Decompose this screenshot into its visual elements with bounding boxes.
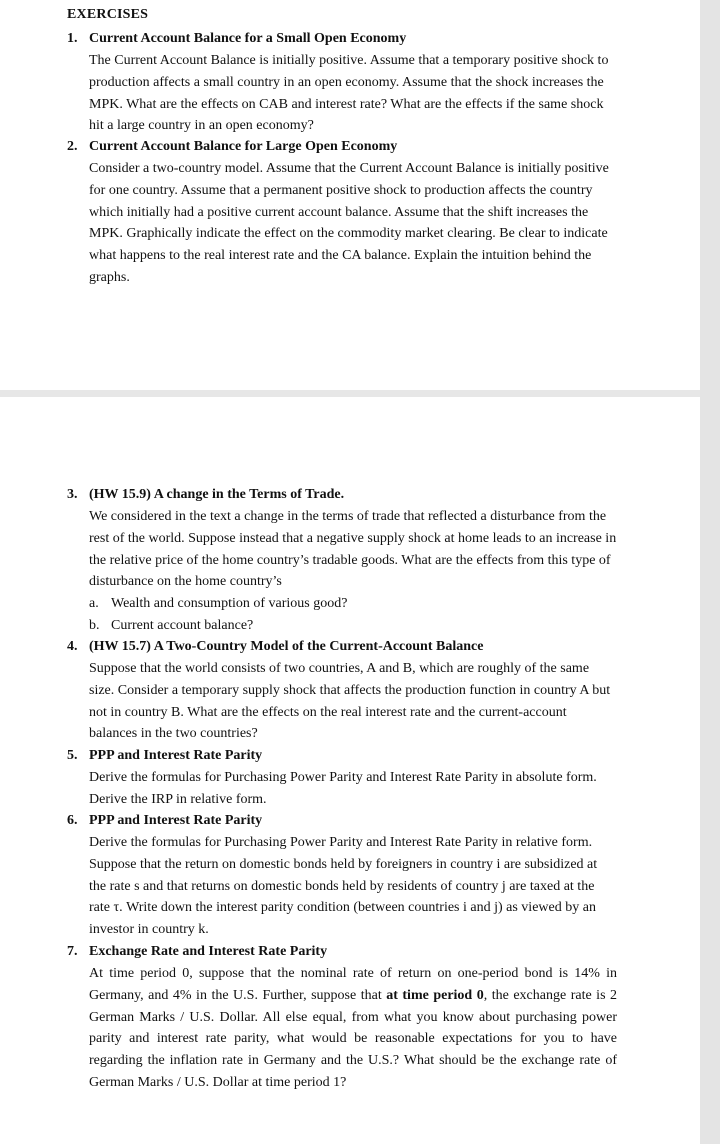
subitem-a: a. Wealth and consumption of various good? xyxy=(89,596,348,612)
exercise-number: 3. xyxy=(67,487,78,502)
exercise-number: 4. xyxy=(67,639,78,654)
exercise-number: 1. xyxy=(67,31,78,46)
exercise-title: Current Account Balance for Large Open Economy xyxy=(89,139,398,154)
exercise-4 xyxy=(67,636,617,745)
exercise-6 xyxy=(67,810,617,941)
exercise-body: Derive the formulas for Purchasing Power Parity and Interest Rate Parity in absolute form. Derive the IRP in relative form. xyxy=(89,770,597,807)
exercise-body: The Current Account Balance is initially positive. Assume that a temporary positive shock to production affects a small country in an open economy. Assume that the shock increases the MPK. What are the effects on CAB and interest rate? What are the effects if the same shock hit a large country in an open economy? xyxy=(89,53,609,134)
exercise-body: Suppose that the world consists of two countries, A and B, which are roughly of the same size. Consider a temporary supply shock that affects the production function in country A but not in country B. What are the effects on the real interest rate and the current-account balances in the two countries? xyxy=(89,661,611,742)
exercise-body: Consider a two-country model. Assume that the Current Account Balance is initially positive for one country. Assume that a permanent positive shock to production affects the country which initially had a positive current account balance. Assume that the shift increases the MPK. Graphically indicate the effect on the commodity market clearing. Be clear to indicate what happens to the real interest rate and the CA balance. Explain the intuition behind the graphs. xyxy=(89,161,609,285)
exercise-title: Current Account Balance for a Small Open Economy xyxy=(89,31,407,46)
document-page-2 xyxy=(0,397,700,1144)
exercises-heading: EXERCISES xyxy=(67,7,149,22)
exercise-body: At time period 0, suppose that the nominal rate of return on one-period bond is 14% in Germany, and 4% in the U.S. Further, suppose that at time period 0, the exchange rate is 2 German Marks / U.S. Dollar. All else equal, from what you know about purchasing power parity and interest rate parity, what would be reasonable expectations for you to have regarding the inflation rate in Germany and the U.S.? What should be the exchange rate of German Marks / U.S. Dollar at time period 1? xyxy=(89,966,618,1090)
exercise-number: 7. xyxy=(67,944,78,959)
exercise-7 xyxy=(67,941,617,1094)
exercise-title: PPP and Interest Rate Parity xyxy=(89,748,263,763)
document-page-1 xyxy=(0,0,700,390)
exercise-number: 2. xyxy=(67,139,78,154)
exercise-title: PPP and Interest Rate Parity xyxy=(89,813,263,828)
exercise-body: We considered in the text a change in the terms of trade that reflected a disturbance from the rest of the world. Suppose instead that a negative supply shock at home leads to an increase in the relative price of the home country’s tradable goods. What are the effects from this type of disturbance on the home country’s xyxy=(89,509,617,590)
exercise-1 xyxy=(67,28,617,137)
exercise-2 xyxy=(67,136,617,289)
exercise-title: Exchange Rate and Interest Rate Parity xyxy=(89,944,328,959)
exercise-title: (HW 15.7) A Two-Country Model of the Current-Account Balance xyxy=(89,639,484,654)
scrollbar-track[interactable] xyxy=(700,0,720,1144)
subitem-b: b. Current account balance? xyxy=(89,617,254,633)
exercise-title: (HW 15.9) A change in the Terms of Trade. xyxy=(89,487,345,502)
exercise-5 xyxy=(67,745,617,811)
emphasis-time-period: at time period 0 xyxy=(386,987,484,1003)
exercise-number: 6. xyxy=(67,813,78,828)
exercise-number: 5. xyxy=(67,748,78,763)
exercise-body: Derive the formulas for Purchasing Power Parity and Interest Rate Parity in relative form. Suppose that the return on domestic bonds held by foreigners in country i are subsidized at the rate s and that returns on domestic bonds held by residents of country j are taxed at the rate τ. Write down the interest parity condition (between countries i and j) as viewed by an investor in country k. xyxy=(89,835,598,938)
exercise-3 xyxy=(67,484,617,637)
